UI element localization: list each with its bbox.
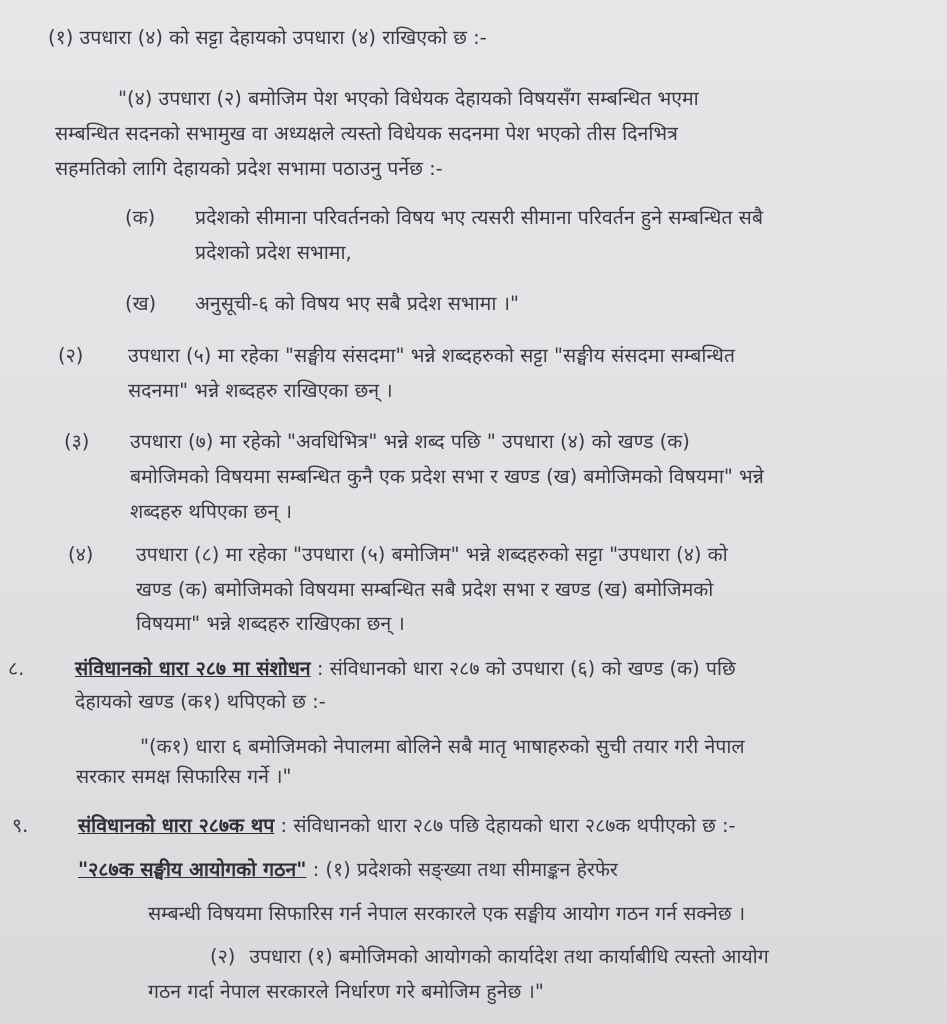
section-8-first-line: [75, 657, 736, 681]
quote-4-line-2: सम्बन्धित सदनको सभामुख वा अध्यक्षले त्यस्तो विधेयक सदनमा पेश भएको तीस दिनभित्र: [55, 122, 678, 145]
section-9-sub-2-line-1: [210, 945, 769, 969]
amendment-3-line-3: शब्दहरु थपिएका छन् ।: [130, 500, 292, 523]
amendment-4-line-3: विषयमा" भन्ने शब्दहरु राखिएका छन् ।: [136, 612, 405, 635]
amendment-2-line-2: सदनमा" भन्ने शब्दहरु राखिएका छन् ।: [128, 379, 393, 402]
section-9-sub-2-line-2: गठन गर्दा नेपाल सरकारले निर्धारण गरे बमोजिम हुनेछ ।": [148, 980, 544, 1003]
section-8-heading: संविधानको धारा २८७ मा संशोधन: [75, 657, 311, 680]
section-9-sub-line-rest: : (१) प्रदेशको सङ्ख्या तथा सीमाङ्कन हेरफेर: [312, 858, 618, 881]
section-9-sub-2-text: उपधारा (१) बमोजिमको आयोगको कार्यादेश तथा कार्याबीधि त्यस्तो आयोग: [249, 945, 769, 968]
amendment-4-line-2: खण्ड (क) बमोजिमको विषयमा सम्बन्धित सबै प्रदेश सभा र खण्ड (ख) बमोजिमको: [136, 578, 714, 601]
amendment-3-line-1: उपधारा (७) मा रहेको "अवधिभित्र" भन्ने शब्द पछि " उपधारा (४) को खण्ड (क): [130, 430, 690, 453]
section-9-sub-heading: "२८७क सङ्घीय आयोगको गठन": [78, 858, 307, 881]
section-8-number: ८.: [8, 657, 25, 680]
clause-ka-line-2: प्रदेशको प्रदेश सभामा,: [195, 241, 352, 264]
amendment-1-line: (१) उपधारा (४) को सट्टा देहायको उपधारा (४) राखिएको छ :-: [48, 26, 487, 49]
clause-kha-label: (ख): [125, 292, 157, 315]
section-9-first-line: [78, 814, 736, 838]
section-9-number: ९.: [12, 814, 29, 837]
section-9-line-1: : संविधानको धारा २८७ पछि देहायको धारा २८७क थपीएको छ :-: [280, 814, 736, 837]
section-8-line-1: : संविधानको धारा २८७ को उपधारा (६) को खण्ड (क) पछि: [316, 657, 736, 680]
clause-ka-label: (क): [125, 206, 156, 229]
amendment-3-line-2: बमोजिमको विषयमा सम्बन्धित कुनै एक प्रदेश सभा र खण्ड (ख) बमोजिमको विषयमा" भन्ने: [130, 465, 764, 488]
clause-kha-line-1: अनुसूची-६ को विषय भए सबै प्रदेश सभामा ।": [195, 292, 519, 315]
quote-4-line-3: सहमतिको लागि देहायको प्रदेश सभामा पठाउनु पर्नेछ :-: [55, 157, 443, 180]
section-9-line-3: सम्बन्धी विषयमा सिफारिस गर्न नेपाल सरकारले एक सङ्घीय आयोग गठन गर्न सक्नेछ ।: [148, 902, 746, 925]
clause-ka-line-1: प्रदेशको सीमाना परिवर्तनको विषय भए त्यसरी सीमाना परिवर्तन हुने सम्बन्धित सबै: [195, 206, 763, 229]
amendment-4-number: (४): [68, 543, 94, 566]
section-8-line-2: देहायको खण्ड (क१) थपिएको छ :-: [75, 690, 326, 713]
amendment-2-line-1: उपधारा (५) मा रहेका "सङ्घीय संसदमा" भन्ने शब्दहरुको सट्टा "सङ्घीय संसदमा सम्बन्धित: [128, 344, 735, 367]
amendment-3-number: (३): [64, 430, 90, 453]
section-8-quote-line-1: "(क१) धारा ६ बमोजिमको नेपालमा बोलिने सबै मातृ भाषाहरुको सुची तयार गरी नेपाल: [140, 735, 745, 758]
section-8-quote-line-2: सरकार समक्ष सिफारिस गर्ने ।": [76, 765, 292, 788]
amendment-2-number: (२): [58, 344, 84, 367]
amendment-4-line-1: उपधारा (८) मा रहेका "उपधारा (५) बमोजिम" भन्ने शब्दहरुको सट्टा "उपधारा (४) को: [136, 543, 728, 566]
quote-4-line-1: "(४) उपधारा (२) बमोजिम पेश भएको विधेयक देहायको विषयसँग सम्बन्धित भएमा: [118, 87, 699, 110]
section-9-sub-line: [78, 858, 618, 882]
section-9-heading: संविधानको धारा २८७क थप: [78, 814, 275, 837]
section-9-sub-2-number: (२): [210, 945, 236, 968]
